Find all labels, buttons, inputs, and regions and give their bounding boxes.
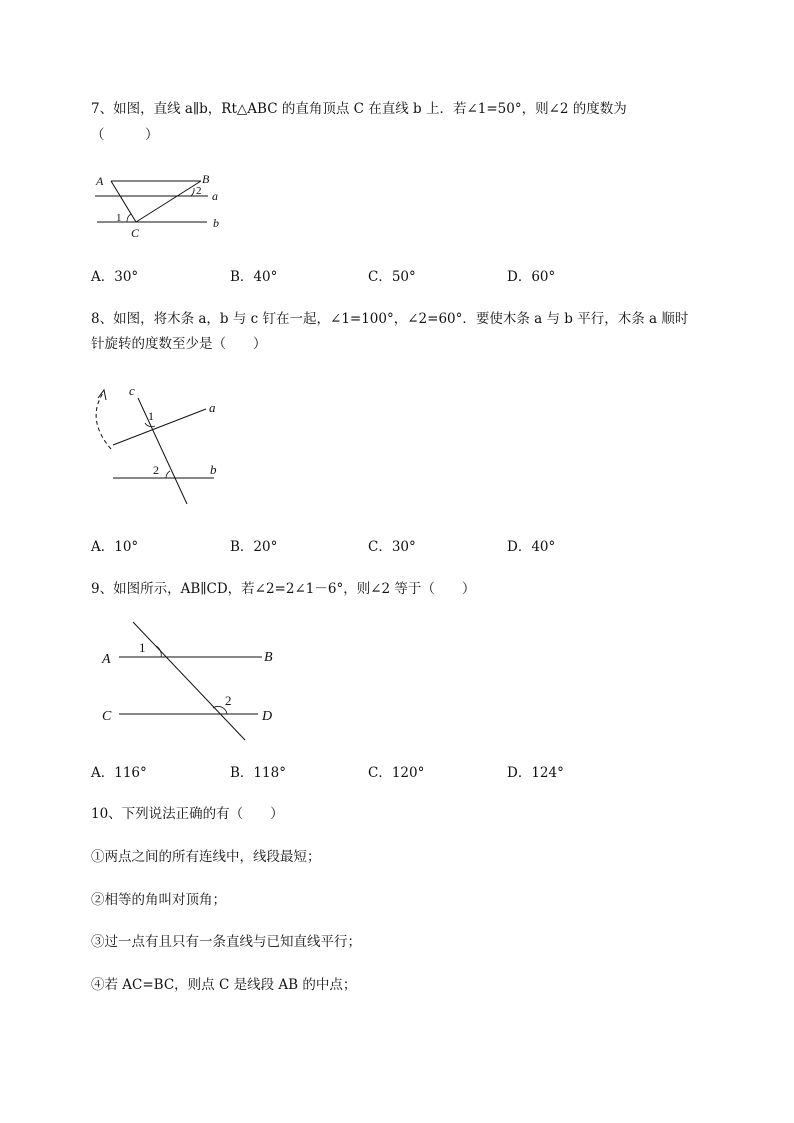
q9-figure <box>98 615 283 745</box>
q9-label-A: A <box>102 652 111 667</box>
q10-statement-2: ②相等的角叫对顶角； <box>91 892 226 908</box>
q9-option-b[interactable]: B．118° <box>230 765 286 781</box>
q7-angle2-arc <box>191 188 194 196</box>
q7-label-C: C <box>131 226 140 240</box>
q7-label-angle2: 2 <box>196 185 202 197</box>
q8-option-a[interactable]: A．10° <box>91 539 139 555</box>
q8-label-c: c <box>129 383 135 398</box>
q8-label-angle2: 2 <box>153 463 159 477</box>
q10-statement-1: ①两点之间的所有连线中，线段最短； <box>91 849 321 865</box>
q7-stem-line-2: （ ） <box>91 127 159 143</box>
q9-label-angle1: 1 <box>139 640 146 655</box>
q7-stem-line-1: 7、如图，直线 a∥b，Rt△ABC 的直角顶点 C 在直线 b 上．若∠1=50°，则∠2 的度数为 <box>91 101 627 117</box>
q9-label-D: D <box>262 709 273 724</box>
q9-option-a[interactable]: A．116° <box>91 765 147 781</box>
q9-stem-line-1: 9、如图所示，AB∥CD，若∠2=2∠1－6°，则∠2 等于（ ） <box>91 581 476 597</box>
q7-option-c[interactable]: C．50° <box>368 269 416 285</box>
q9-label-B: B <box>264 650 273 665</box>
q9-label-C: C <box>102 709 112 724</box>
q10-stem-line-1: 10、下列说法正确的有（ ） <box>91 806 284 822</box>
q7-angle1-arc <box>127 214 131 222</box>
q7-option-a[interactable]: A．30° <box>91 269 139 285</box>
q9-option-d[interactable]: D．124° <box>507 765 564 781</box>
q7-label-b: b <box>213 216 219 230</box>
q8-figure <box>90 378 230 508</box>
q8-angle2-arc <box>166 471 170 478</box>
q7-figure <box>90 170 230 240</box>
q9-transversal <box>133 622 245 740</box>
q8-rotate-arrow <box>96 393 111 449</box>
q7-label-angle1: 1 <box>116 212 122 224</box>
q7-side-ac <box>111 181 136 222</box>
q7-label-A: A <box>96 174 104 188</box>
q9-label-angle2: 2 <box>225 693 232 708</box>
q7-label-B: B <box>202 172 210 186</box>
q8-label-angle1: 1 <box>148 409 154 423</box>
q8-option-b[interactable]: B．20° <box>230 539 278 555</box>
q8-stem-line-2: 针旋转的度数至少是（ ） <box>91 336 267 352</box>
q7-option-b[interactable]: B．40° <box>230 269 278 285</box>
q8-stem-line-1: 8、如图，将木条 a，b 与 c 钉在一起，∠1=100°，∠2=60°．要使木条 a 与 b 平行，木条 a 顺时 <box>91 311 689 327</box>
q8-label-b: b <box>210 462 217 477</box>
q7-option-d[interactable]: D．60° <box>507 269 556 285</box>
q8-label-a: a <box>209 400 216 415</box>
q10-statement-3: ③过一点有且只有一条直线与已知直线平行； <box>91 934 361 950</box>
q9-option-c[interactable]: C．120° <box>368 765 425 781</box>
q8-wood-c <box>138 398 187 504</box>
q8-option-c[interactable]: C．30° <box>368 539 416 555</box>
q8-wood-a <box>113 409 206 445</box>
q7-label-a: a <box>212 189 218 203</box>
q8-option-d[interactable]: D．40° <box>507 539 556 555</box>
q10-statement-4: ④若 AC=BC，则点 C 是线段 AB 的中点； <box>91 977 357 993</box>
q7-side-bc <box>136 181 201 222</box>
